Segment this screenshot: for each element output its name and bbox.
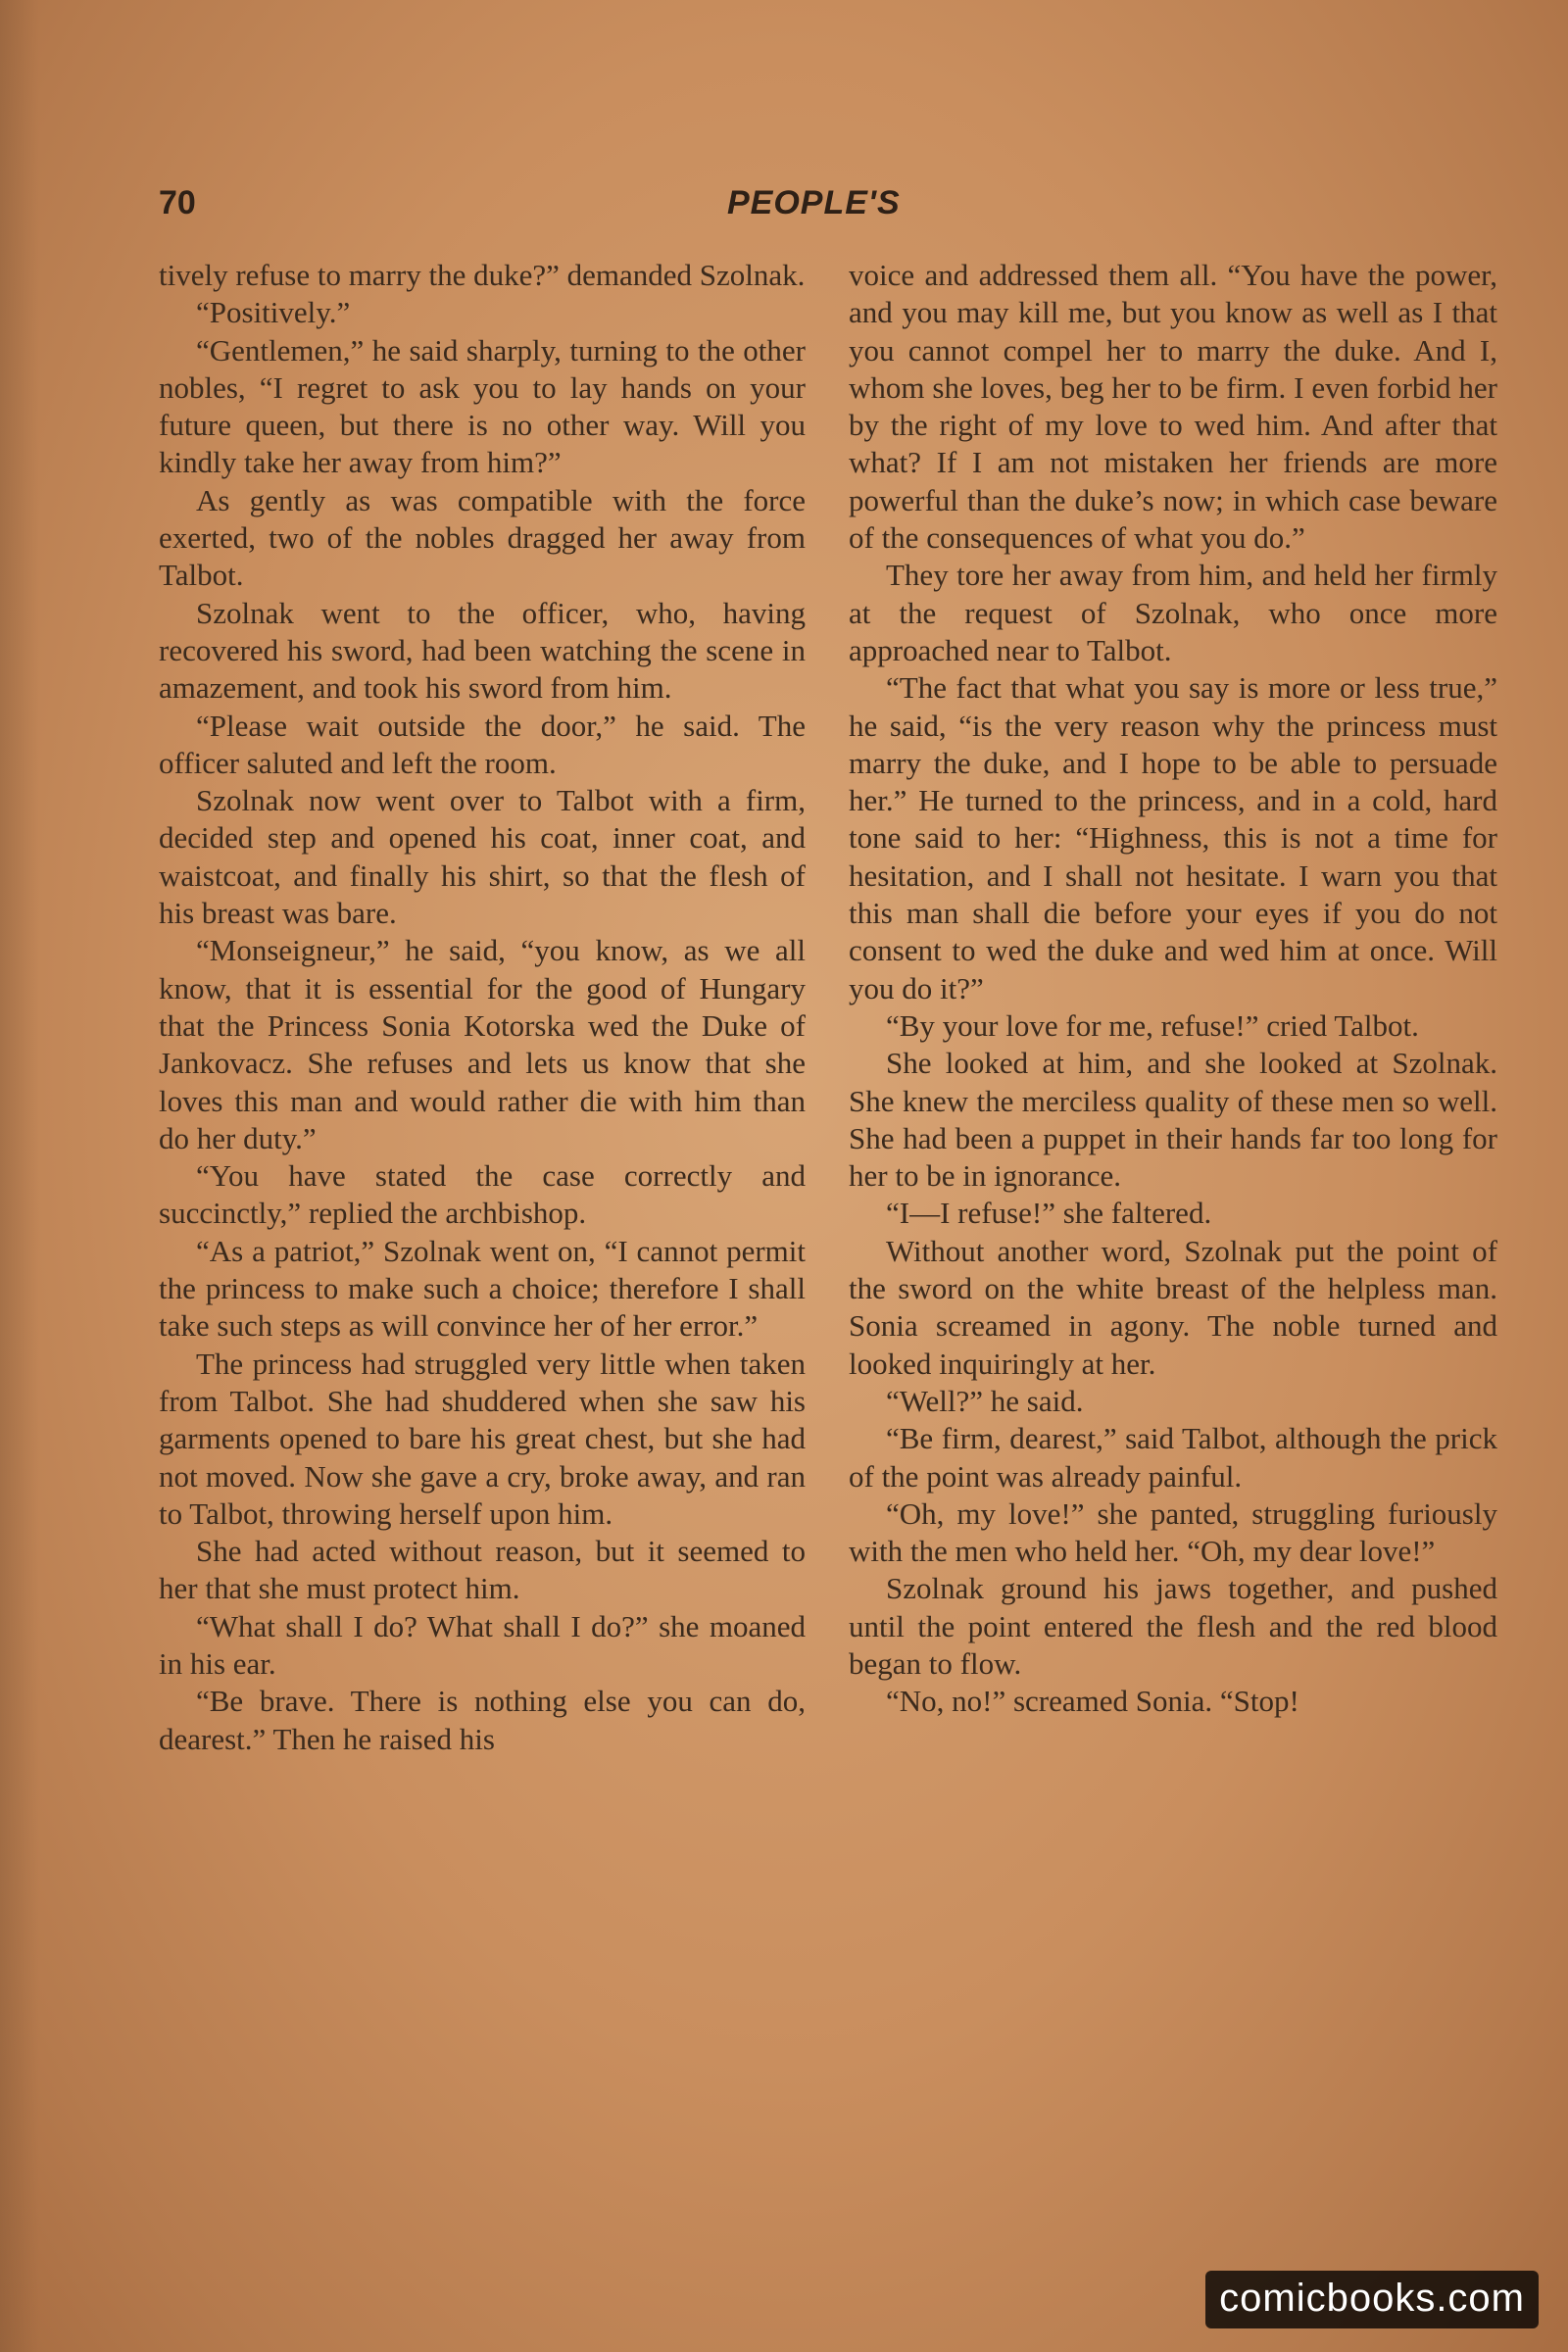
- paragraph: She looked at him, and she looked at Szolnak. She knew the merciless quality of these men so well. She had been a puppet in their hands far too long for her to be in ignorance.: [849, 1046, 1497, 1194]
- paragraph: She had acted without reason, but it seemed to her that she must protect him.: [159, 1534, 806, 1606]
- paragraph: Szolnak now went over to Talbot with a firm, decided step and opened his coat, inner coat, and waistcoat, and finally his shirt, so that the flesh of his breast was bare.: [159, 783, 806, 931]
- paragraph: “Please wait outside the door,” he said. The officer saluted and left the room.: [159, 708, 806, 780]
- paragraph: “Be brave. There is nothing else you can do, dearest.” Then he raised his: [159, 1684, 806, 1756]
- paragraph: “I—I refuse!” she faltered.: [886, 1196, 1212, 1231]
- paragraph: “As a patriot,” Szolnak went on, “I cannot permit the princess to make such a choice; therefore I shall take such steps as will convince her of her error.”: [159, 1233, 806, 1344]
- paragraph: “What shall I do? What shall I do?” she moaned in his ear.: [159, 1608, 806, 1681]
- page-number: 70: [159, 184, 196, 221]
- running-title: PEOPLE'S: [727, 184, 901, 221]
- paragraph: “Gentlemen,” he said sharply, turning to the other nobles, “I regret to ask you to lay hands on your future queen, but there is no other way. Will you kindly take her away from him?”: [159, 332, 806, 480]
- paragraph: “Well?” he said.: [886, 1383, 1084, 1418]
- paragraph: “Oh, my love!” she panted, struggling furiously with the men who held her. “Oh, my dear love!”: [849, 1495, 1497, 1569]
- paragraph: “By your love for me, refuse!” cried Talbot.: [886, 1007, 1419, 1043]
- paragraph: “Positively.”: [196, 295, 351, 330]
- paragraph: “You have stated the case correctly and succinctly,” replied the archbishop.: [159, 1158, 806, 1231]
- page-header: [159, 184, 1501, 233]
- paragraph: Szolnak ground his jaws together, and pushed until the point entered the flesh and the red blood began to flow.: [849, 1571, 1497, 1681]
- page-edge-shadow: [0, 0, 39, 2352]
- left-column: [159, 257, 806, 1758]
- paragraph: tively refuse to marry the duke?” demanded Szolnak.: [159, 258, 806, 292]
- paragraph: “Monseigneur,” he said, “you know, as we all know, that it is essential for the good of Hungary that the Princess Sonia Kotorska wed the Duke of Jankovacz. She refuses and lets us know that she loves this man and would rather die with him than do her duty.”: [159, 933, 806, 1155]
- paragraph: “No, no!” screamed Sonia. “Stop!: [886, 1684, 1299, 1719]
- watermark-label: comicbooks.com: [1205, 2271, 1539, 2328]
- right-column: [849, 257, 1497, 1721]
- paragraph: They tore her away from him, and held her firmly at the request of Szolnak, who once more approached near to Talbot.: [849, 558, 1497, 667]
- paragraph: Without another word, Szolnak put the point of the sword on the white breast of the helpless man. Sonia screamed in agony. The noble turned and looked inquiringly at her.: [849, 1233, 1497, 1381]
- paragraph: “Be firm, dearest,” said Talbot, although the prick of the point was already painful.: [849, 1421, 1497, 1494]
- paragraph: voice and addressed them all. “You have the power, and you may kill me, but you know as well as I that you cannot compel her to marry the duke. And I, whom she loves, beg her to be firm. I even forbid her by the right of my love to wed him. And after that what? If I am not mistaken her friends are more powerful than the duke’s now; in which case beware of the consequences of what you do.”: [849, 258, 1497, 556]
- paragraph: The princess had struggled very little when taken from Talbot. She had shuddered when she saw his garments opened to bare his great chest, but she had not moved. Now she gave a cry, broke away, and ran to Talbot, throwing herself upon him.: [159, 1346, 806, 1531]
- paragraph: As gently as was compatible with the force exerted, two of the nobles dragged her away from Talbot.: [159, 482, 806, 593]
- paragraph: “The fact that what you say is more or less true,” he said, “is the very reason why the princess must marry the duke, and I hope to be able to persuade her.” He turned to the princess, and in a cold, hard tone said to her: “Highness, this is not a time for hesitation, and I shall not hesitate. I warn you that this man shall die before your eyes if you do not consent to wed the duke and wed him at once. Will you do it?”: [849, 670, 1497, 1005]
- paragraph: Szolnak went to the officer, who, having recovered his sword, had been watching the scene in amazement, and took his sword from him.: [159, 595, 806, 706]
